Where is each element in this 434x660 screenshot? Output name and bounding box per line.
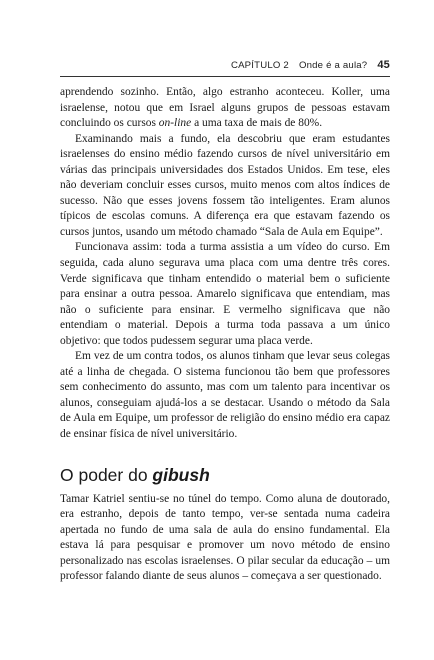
paragraph-text: Examinando mais a fundo, ela descobriu que eram estudantes israelenses do ensino médio fazendo cursos de nível universitário em várias das principais universidades dos Estados Unidos. Em tese, eles não deveriam concluir esses cursos, muito menos com altos índices de sucesso. Não que esses jovens fossem tão inteligentes. Eram alunos típicos de escolas comuns. A diferença era que estavam fazendo os cursos juntos, usando um método chamado “Sala de Aula em Equipe”. (60, 132, 390, 238)
paragraph-text: a uma taxa de mais de 80%. (191, 117, 323, 130)
section-heading-text: O poder do (60, 464, 153, 485)
page-number: 45 (377, 59, 390, 71)
paragraph-text: Tamar Katriel sentiu-se no túnel do tempo. Como aluna de doutorado, era estranho, depois de tanto tempo, ver-se sentada numa cadeira apertada no fundo de uma sala de aula do ensino fundamental. Ela estava lá para pesquisar e promover um novo método de ensino personalizado nas escolas israelenses. O pilar secular da educação – um professor falando diante de seus alunos – começava a ser questionado. (60, 492, 390, 583)
section-heading (60, 465, 390, 485)
italic-text: on-line (158, 117, 192, 130)
chapter-label: CAPÍTULO 2 (230, 60, 289, 71)
chapter-title: Onde é a aula? (298, 60, 368, 71)
section-heading-italic: gibush (152, 464, 210, 485)
paragraph (60, 492, 390, 585)
body-text-bottom (60, 492, 390, 585)
paragraph (60, 240, 390, 349)
page-body (60, 85, 390, 585)
paragraph (60, 85, 390, 132)
body-text-top (60, 85, 390, 443)
paragraph (60, 132, 390, 241)
paragraph-text: Funcionava assim: toda a turma assistia a um vídeo do curso. Em seguida, cada aluno segurava uma placa com uma dentre três cores. Verde significava que tinham entendido o material bem o suficiente para ensinar a outra pessoa. Amarelo significava que entendiam, mas não o suficiente para ensinar. E vermelho significava que não entendiam o material. Depois a turma toda passava a um único objetivo: que todos pudessem segurar uma placa verde. (60, 241, 390, 347)
paragraph-text: aprendendo sozinho. Então, algo estranho aconteceu. Koller, uma israelense, notou que em Israel alguns grupos de pessoas estavam concluindo os cursos (60, 86, 390, 130)
running-head (231, 59, 390, 71)
paragraph-text: Em vez de um contra todos, os alunos tinham que levar seus colegas até a linha de chegada. O sistema funcionou tão bem que professores sem conhecimento do assunto, mas com um talento para incentivar os alunos, conseguiam ajudá-los a se destacar. Usando o método da Sala de Aula em Equipe, um professor de religião do ensino médio era capaz de ensinar física de nível universitário. (60, 350, 390, 441)
paragraph (60, 349, 390, 442)
header-rule (60, 76, 390, 77)
